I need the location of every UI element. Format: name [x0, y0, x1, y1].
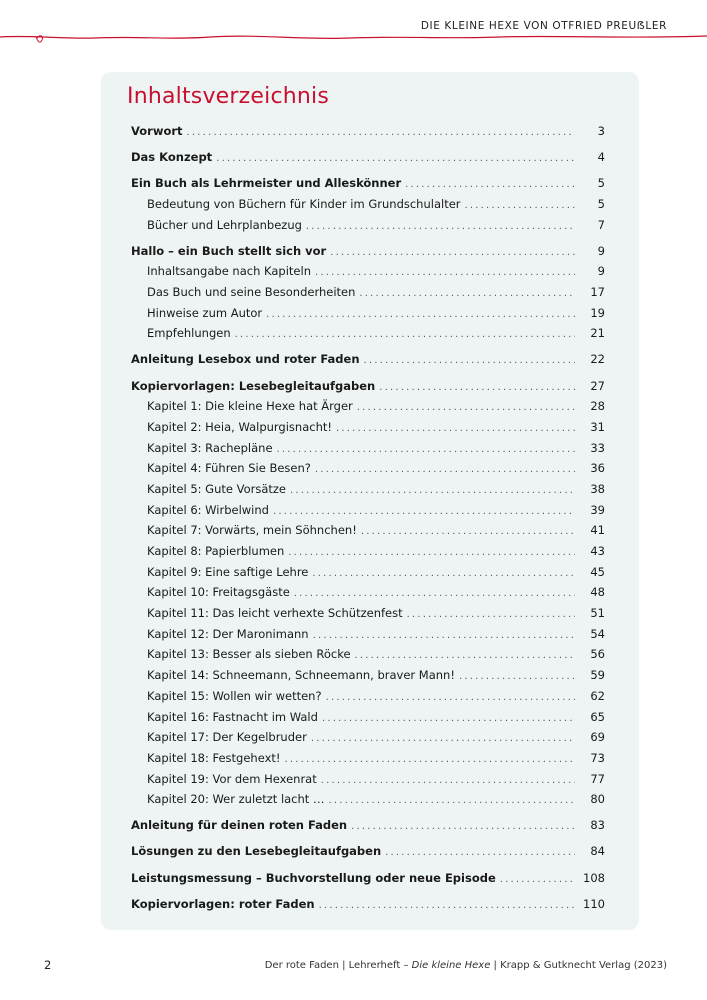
- toc-entry-page: 59: [590, 668, 605, 683]
- toc-section-row: [131, 748, 605, 769]
- toc-entry-page: 19: [590, 305, 605, 320]
- toc-chapter-row: [131, 349, 605, 370]
- toc-entry-page: 3: [597, 124, 605, 138]
- toc-entry-label: Kapitel 11: Das leicht verhexte Schützenfest: [147, 606, 403, 621]
- footer-credit: [265, 960, 667, 971]
- toc-entry-label: Kapitel 3: Rachepläne: [147, 440, 273, 455]
- toc-entry-label: Kapitel 4: Führen Sie Besen?: [147, 461, 311, 476]
- toc-entry-page: 9: [597, 264, 605, 279]
- toc-entry-label: Kapitel 20: Wer zuletzt lacht …: [147, 792, 325, 807]
- toc-entry-label: Vorwort: [131, 124, 183, 138]
- toc-entry-label: Anleitung Lesebox und roter Faden: [131, 352, 360, 367]
- toc-entry-label: Kapitel 16: Fastnacht im Wald: [147, 709, 318, 724]
- toc-leader-dots: [306, 217, 575, 238]
- toc-section-row: [131, 769, 605, 790]
- toc-entry-page: 17: [590, 284, 605, 299]
- toc-section-row: [131, 686, 605, 707]
- toc-leader-dots: [355, 646, 575, 667]
- toc-entry-page: 45: [590, 564, 605, 579]
- toc-entry-page: 27: [590, 378, 605, 393]
- toc-chapter-row: [131, 241, 605, 262]
- toc-entry-label: Bücher und Lehrplanbezug: [147, 217, 302, 232]
- toc-entry-page: 51: [590, 606, 605, 621]
- toc-section-row: [131, 417, 605, 438]
- toc-entry-page: 41: [590, 523, 605, 538]
- toc-section-row: [131, 303, 605, 324]
- toc-section-row: [131, 520, 605, 541]
- toc-leader-dots: [216, 149, 575, 170]
- toc-leader-dots: [405, 175, 575, 196]
- toc-section-row: [131, 727, 605, 748]
- toc-entry-label: Kapitel 19: Vor dem Hexenrat: [147, 771, 317, 786]
- toc-leader-dots: [315, 460, 575, 481]
- toc-section-row: [131, 458, 605, 479]
- toc-leader-dots: [359, 284, 575, 305]
- running-head: DIE KLEINE HEXE VON OTFRIED PREUẞLER: [420, 20, 667, 32]
- toc-leader-dots: [500, 870, 575, 891]
- toc-section-row: [131, 789, 605, 810]
- toc-title: Inhaltsverzeichnis: [127, 84, 330, 109]
- toc-entry-page: 83: [590, 818, 605, 833]
- toc-entry-page: 84: [590, 844, 605, 859]
- toc-entry-page: 33: [590, 440, 605, 455]
- toc-entry-label: Kapitel 2: Heia, Walpurgisnacht!: [147, 419, 332, 434]
- toc-chapter-row: [131, 376, 605, 397]
- toc-entry-label: Inhaltsangabe nach Kapiteln: [147, 264, 311, 279]
- toc-entry-label: Kopiervorlagen: Lesebegleitaufgaben: [131, 378, 376, 393]
- toc-section-row: [131, 665, 605, 686]
- toc-entry-label: Lösungen zu den Lesebegleitaufgaben: [131, 844, 382, 859]
- footer-series: Der rote Faden | Lehrerheft –: [264, 960, 412, 971]
- toc-leader-dots: [379, 378, 575, 399]
- toc-entry-label: Kapitel 13: Besser als sieben Röcke: [147, 647, 351, 662]
- toc-leader-dots: [288, 543, 575, 564]
- toc-section-row: [131, 323, 605, 344]
- toc-section-row: [131, 479, 605, 500]
- red-thread-decoration: [0, 26, 707, 48]
- toc-chapter-row: [131, 147, 605, 168]
- toc-entry-page: 31: [590, 419, 605, 434]
- toc-leader-dots: [330, 243, 575, 264]
- toc-list: [131, 121, 605, 914]
- toc-entry-label: Kapitel 18: Festgehext!: [147, 750, 281, 765]
- toc-leader-dots: [364, 351, 575, 372]
- toc-entry-page: 73: [590, 750, 605, 765]
- toc-section-row: [131, 582, 605, 603]
- page-number: 2: [44, 958, 52, 972]
- toc-chapter-row: [131, 868, 605, 889]
- toc-entry-label: Das Konzept: [131, 150, 213, 165]
- toc-entry-label: Hinweise zum Autor: [147, 305, 263, 320]
- toc-leader-dots: [328, 791, 575, 812]
- toc-leader-dots: [277, 440, 575, 461]
- toc-entry-page: 22: [590, 352, 605, 367]
- toc-chapter-row: [131, 841, 605, 862]
- toc-entry-page: 5: [597, 176, 605, 191]
- toc-leader-dots: [357, 398, 575, 419]
- toc-leader-dots: [315, 263, 575, 284]
- toc-leader-dots: [187, 123, 575, 144]
- toc-entry-label: Kapitel 10: Freitagsgäste: [147, 585, 290, 600]
- toc-leader-dots: [326, 688, 575, 709]
- toc-entry-page: 28: [590, 399, 605, 414]
- toc-section-row: [131, 562, 605, 583]
- toc-leader-dots: [459, 667, 575, 688]
- toc-entry-page: 9: [597, 243, 605, 258]
- toc-leader-dots: [322, 709, 575, 730]
- toc-leader-dots: [465, 196, 575, 217]
- toc-entry-page: 65: [590, 709, 605, 724]
- toc-entry-page: 62: [590, 688, 605, 703]
- toc-entry-page: 43: [590, 544, 605, 559]
- toc-entry-label: Hallo – ein Buch stellt sich vor: [131, 243, 327, 258]
- toc-entry-page: 4: [597, 150, 605, 165]
- toc-section-row: [131, 541, 605, 562]
- footer-publisher: | Krapp & Gutknecht Verlag (2023): [490, 960, 667, 971]
- toc-chapter-row: [131, 173, 605, 194]
- toc-section-row: [131, 707, 605, 728]
- toc-entry-page: 110: [583, 896, 605, 911]
- footer-book-title: Die kleine Hexe: [411, 960, 491, 971]
- toc-entry-page: 54: [590, 626, 605, 641]
- toc-leader-dots: [273, 502, 575, 523]
- toc-entry-label: Kapitel 6: Wirbelwind: [147, 502, 269, 517]
- toc-entry-page: 80: [590, 792, 605, 807]
- toc-entry-label: Kapitel 1: Die kleine Hexe hat Ärger: [147, 399, 353, 414]
- toc-leader-dots: [235, 325, 575, 346]
- toc-chapter-row: [131, 815, 605, 836]
- toc-entry-label: Bedeutung von Büchern für Kinder im Grundschulalter: [147, 196, 461, 211]
- toc-entry-label: Das Buch und seine Besonderheiten: [147, 284, 356, 299]
- toc-entry-label: Leistungsmessung – Buchvorstellung oder neue Episode: [131, 870, 496, 885]
- toc-entry-page: 39: [590, 502, 605, 517]
- toc-entry-page: 108: [583, 870, 605, 885]
- toc-leader-dots: [351, 817, 575, 838]
- toc-section-row: [131, 438, 605, 459]
- toc-chapter-row: [131, 894, 605, 915]
- toc-entry-label: Kapitel 15: Wollen wir wetten?: [147, 688, 322, 703]
- toc-entry-label: Kapitel 8: Papierblumen: [147, 544, 285, 559]
- toc-entry-label: Kapitel 12: Der Maronimann: [147, 626, 309, 641]
- toc-leader-dots: [312, 564, 575, 585]
- toc-leader-dots: [321, 771, 575, 792]
- toc-leader-dots: [407, 605, 575, 626]
- toc-leader-dots: [290, 481, 575, 502]
- toc-entry-page: 48: [590, 585, 605, 600]
- toc-entry-label: Anleitung für deinen roten Faden: [131, 818, 348, 833]
- toc-section-row: [131, 624, 605, 645]
- toc-section-row: [131, 282, 605, 303]
- toc-entry-label: Kapitel 9: Eine saftige Lehre: [147, 564, 309, 579]
- toc-chapter-row: [131, 121, 605, 142]
- toc-entry-page: 38: [590, 481, 605, 496]
- toc-leader-dots: [361, 522, 575, 543]
- toc-entry-page: 7: [597, 217, 605, 232]
- toc-leader-dots: [266, 305, 575, 326]
- toc-entry-label: Ein Buch als Lehrmeister und Alleskönner: [131, 176, 402, 191]
- toc-leader-dots: [319, 896, 575, 917]
- toc-entry-page: 5: [597, 196, 605, 211]
- toc-section-row: [131, 194, 605, 215]
- toc-leader-dots: [294, 584, 575, 605]
- toc-leader-dots: [311, 729, 575, 750]
- toc-entry-page: 69: [590, 730, 605, 745]
- toc-section-row: [131, 644, 605, 665]
- toc-entry-page: 21: [590, 326, 605, 341]
- toc-entry-label: Kapitel 17: Der Kegelbruder: [147, 730, 307, 745]
- toc-section-row: [131, 261, 605, 282]
- toc-section-row: [131, 396, 605, 417]
- toc-entry-label: Kopiervorlagen: roter Faden: [131, 896, 315, 911]
- toc-entry-page: 56: [590, 647, 605, 662]
- toc-leader-dots: [385, 843, 575, 864]
- toc-section-row: [131, 215, 605, 236]
- toc-entry-page: 36: [590, 461, 605, 476]
- toc-entry-label: Empfehlungen: [147, 326, 231, 341]
- toc-section-row: [131, 603, 605, 624]
- toc-entry-label: Kapitel 14: Schneemann, Schneemann, braver Mann!: [147, 668, 455, 683]
- toc-leader-dots: [285, 750, 575, 771]
- toc-entry-label: Kapitel 7: Vorwärts, mein Söhnchen!: [147, 523, 357, 538]
- toc-entry-page: 77: [590, 771, 605, 786]
- toc-entry-label: Kapitel 5: Gute Vorsätze: [147, 481, 286, 496]
- toc-leader-dots: [313, 626, 575, 647]
- toc-leader-dots: [336, 419, 575, 440]
- toc-section-row: [131, 500, 605, 521]
